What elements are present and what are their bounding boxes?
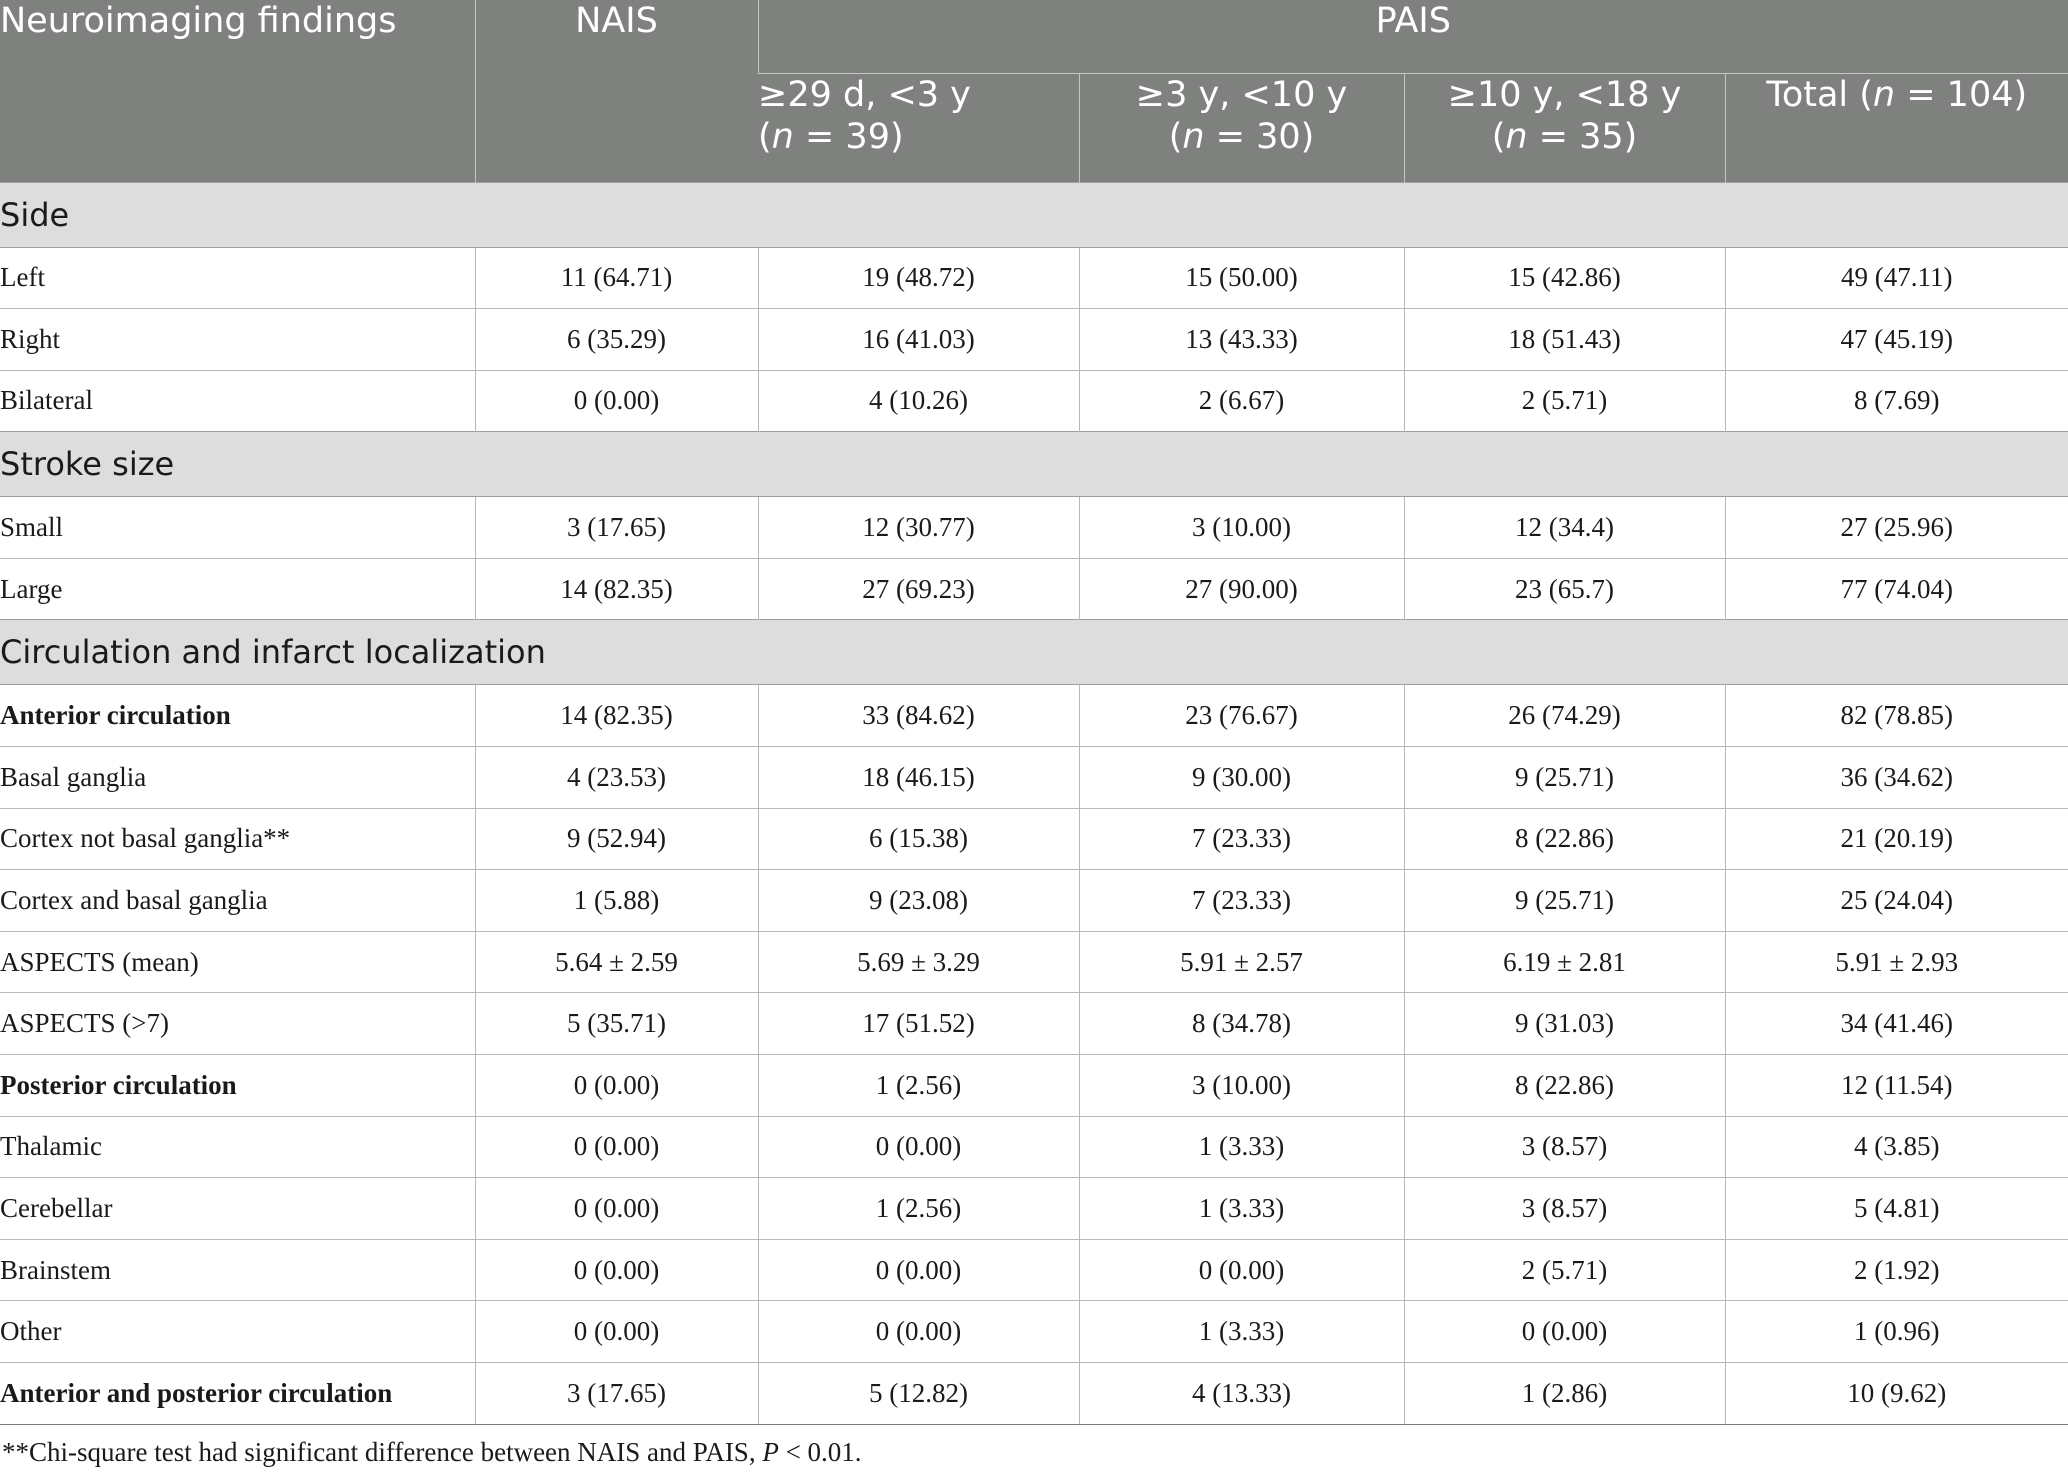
header-nais: NAIS	[475, 0, 758, 182]
cell-pais-29d-3y: 18 (46.15)	[758, 747, 1079, 809]
cell-pais-29d-3y: 1 (2.56)	[758, 1178, 1079, 1240]
cell-pais-10y-18y: 8 (22.86)	[1404, 1055, 1725, 1117]
cell-nais: 0 (0.00)	[475, 1239, 758, 1301]
footnote-p-var: P	[762, 1437, 779, 1467]
cell-pais-total: 4 (3.85)	[1725, 1116, 2068, 1178]
row-label: Right	[0, 309, 475, 371]
cell-pais-29d-3y: 0 (0.00)	[758, 1116, 1079, 1178]
cell-pais-10y-18y: 6.19 ± 2.81	[1404, 931, 1725, 993]
cell-pais-total: 8 (7.69)	[1725, 370, 2068, 432]
table-body	[0, 182, 2068, 1424]
cell-pais-10y-18y: 23 (65.7)	[1404, 558, 1725, 620]
table-row	[0, 685, 2068, 747]
cell-pais-3y-10y: 4 (13.33)	[1079, 1363, 1404, 1425]
cell-pais-10y-18y: 8 (22.86)	[1404, 808, 1725, 870]
cell-pais-10y-18y: 15 (42.86)	[1404, 247, 1725, 309]
header-neuroimaging-findings: Neuroimaging findings	[0, 0, 475, 182]
cell-nais: 3 (17.65)	[475, 497, 758, 559]
cell-pais-10y-18y: 9 (25.71)	[1404, 870, 1725, 932]
header-total-label: Total (	[1766, 74, 1873, 115]
row-label: Brainstem	[0, 1239, 475, 1301]
row-label: Cortex not basal ganglia**	[0, 808, 475, 870]
header-n-open: (	[1168, 116, 1183, 157]
cell-pais-3y-10y: 9 (30.00)	[1079, 747, 1404, 809]
cell-pais-3y-10y: 7 (23.33)	[1079, 808, 1404, 870]
cell-pais-3y-10y: 15 (50.00)	[1079, 247, 1404, 309]
table-row	[0, 870, 2068, 932]
cell-pais-3y-10y: 23 (76.67)	[1079, 685, 1404, 747]
cell-pais-3y-10y: 13 (43.33)	[1079, 309, 1404, 371]
cell-pais-total: 5.91 ± 2.93	[1725, 931, 2068, 993]
cell-pais-10y-18y: 2 (5.71)	[1404, 370, 1725, 432]
footnote-text: **Chi-square test had significant difference between NAIS and PAIS,	[2, 1437, 763, 1467]
cell-nais: 14 (82.35)	[475, 685, 758, 747]
cell-nais: 0 (0.00)	[475, 1116, 758, 1178]
table-row	[0, 747, 2068, 809]
row-label: Cortex and basal ganglia	[0, 870, 475, 932]
table-row	[0, 247, 2068, 309]
header-pais: PAIS	[758, 0, 2068, 73]
cell-pais-3y-10y: 5.91 ± 2.57	[1079, 931, 1404, 993]
cell-pais-29d-3y: 27 (69.23)	[758, 558, 1079, 620]
table-row	[0, 808, 2068, 870]
cell-pais-10y-18y: 1 (2.86)	[1404, 1363, 1725, 1425]
cell-nais: 4 (23.53)	[475, 747, 758, 809]
cell-pais-29d-3y: 1 (2.56)	[758, 1055, 1079, 1117]
cell-nais: 5 (35.71)	[475, 993, 758, 1055]
cell-pais-10y-18y: 26 (74.29)	[1404, 685, 1725, 747]
row-label: Cerebellar	[0, 1178, 475, 1240]
section-row	[0, 182, 2068, 247]
cell-pais-29d-3y: 0 (0.00)	[758, 1301, 1079, 1363]
cell-pais-10y-18y: 12 (34.4)	[1404, 497, 1725, 559]
cell-pais-29d-3y: 12 (30.77)	[758, 497, 1079, 559]
cell-pais-total: 34 (41.46)	[1725, 993, 2068, 1055]
header-age-10y-18y	[1404, 73, 1725, 182]
row-label: Bilateral	[0, 370, 475, 432]
header-age-label: ≥10 y, <18 y	[1447, 74, 1682, 115]
cell-pais-29d-3y: 9 (23.08)	[758, 870, 1079, 932]
cell-nais: 0 (0.00)	[475, 1301, 758, 1363]
cell-pais-total: 2 (1.92)	[1725, 1239, 2068, 1301]
cell-pais-total: 27 (25.96)	[1725, 497, 2068, 559]
cell-pais-10y-18y: 9 (31.03)	[1404, 993, 1725, 1055]
header-age-label: ≥3 y, <10 y	[1135, 74, 1348, 115]
cell-nais: 6 (35.29)	[475, 309, 758, 371]
cell-pais-total: 49 (47.11)	[1725, 247, 2068, 309]
table-row	[0, 1363, 2068, 1425]
header-n-open: (	[1491, 116, 1506, 157]
row-label: Thalamic	[0, 1116, 475, 1178]
cell-pais-29d-3y: 0 (0.00)	[758, 1239, 1079, 1301]
header-n-open: (	[758, 116, 772, 157]
header-n-value: = 35)	[1527, 116, 1638, 157]
cell-nais: 0 (0.00)	[475, 370, 758, 432]
table-row	[0, 993, 2068, 1055]
cell-pais-3y-10y: 1 (3.33)	[1079, 1178, 1404, 1240]
cell-pais-3y-10y: 0 (0.00)	[1079, 1239, 1404, 1301]
header-n-var: n	[1505, 116, 1528, 157]
table-row	[0, 1116, 2068, 1178]
header-age-label: ≥29 d, <3 y	[758, 74, 971, 115]
cell-pais-29d-3y: 19 (48.72)	[758, 247, 1079, 309]
table-row	[0, 558, 2068, 620]
section-title: Side	[0, 182, 2068, 247]
cell-pais-total: 5 (4.81)	[1725, 1178, 2068, 1240]
row-label: Left	[0, 247, 475, 309]
cell-pais-10y-18y: 3 (8.57)	[1404, 1178, 1725, 1240]
cell-nais: 0 (0.00)	[475, 1178, 758, 1240]
cell-pais-total: 1 (0.96)	[1725, 1301, 2068, 1363]
header-n-var: n	[771, 116, 794, 157]
table-row	[0, 497, 2068, 559]
header-n-value: = 104)	[1895, 74, 2028, 115]
cell-pais-29d-3y: 17 (51.52)	[758, 993, 1079, 1055]
cell-nais: 9 (52.94)	[475, 808, 758, 870]
section-row	[0, 432, 2068, 497]
cell-pais-10y-18y: 0 (0.00)	[1404, 1301, 1725, 1363]
row-label: Other	[0, 1301, 475, 1363]
table-row	[0, 1301, 2068, 1363]
section-row	[0, 620, 2068, 685]
header-age-3y-10y	[1079, 73, 1404, 182]
cell-pais-3y-10y: 8 (34.78)	[1079, 993, 1404, 1055]
header-n-var: n	[1182, 116, 1205, 157]
cell-pais-total: 25 (24.04)	[1725, 870, 2068, 932]
cell-nais: 3 (17.65)	[475, 1363, 758, 1425]
cell-pais-total: 21 (20.19)	[1725, 808, 2068, 870]
header-n-var: n	[1872, 74, 1896, 115]
row-label: Basal ganglia	[0, 747, 475, 809]
cell-pais-total: 36 (34.62)	[1725, 747, 2068, 809]
cell-pais-total: 12 (11.54)	[1725, 1055, 2068, 1117]
row-label: Anterior and posterior circulation	[0, 1363, 475, 1425]
table-row	[0, 309, 2068, 371]
row-label: Posterior circulation	[0, 1055, 475, 1117]
cell-nais: 11 (64.71)	[475, 247, 758, 309]
cell-pais-10y-18y: 9 (25.71)	[1404, 747, 1725, 809]
row-label: ASPECTS (>7)	[0, 993, 475, 1055]
table-row	[0, 370, 2068, 432]
header-total	[1725, 73, 2068, 182]
section-title: Stroke size	[0, 432, 2068, 497]
cell-nais: 5.64 ± 2.59	[475, 931, 758, 993]
cell-pais-29d-3y: 4 (10.26)	[758, 370, 1079, 432]
cell-pais-total: 77 (74.04)	[1725, 558, 2068, 620]
footnote	[2, 1437, 862, 1468]
row-label: ASPECTS (mean)	[0, 931, 475, 993]
cell-pais-3y-10y: 2 (6.67)	[1079, 370, 1404, 432]
table-row	[0, 1239, 2068, 1301]
cell-pais-3y-10y: 1 (3.33)	[1079, 1116, 1404, 1178]
table-row	[0, 1178, 2068, 1240]
cell-pais-10y-18y: 2 (5.71)	[1404, 1239, 1725, 1301]
cell-pais-total: 82 (78.85)	[1725, 685, 2068, 747]
cell-pais-29d-3y: 16 (41.03)	[758, 309, 1079, 371]
cell-pais-total: 10 (9.62)	[1725, 1363, 2068, 1425]
cell-nais: 0 (0.00)	[475, 1055, 758, 1117]
cell-pais-10y-18y: 3 (8.57)	[1404, 1116, 1725, 1178]
cell-pais-29d-3y: 33 (84.62)	[758, 685, 1079, 747]
cell-nais: 14 (82.35)	[475, 558, 758, 620]
footnote-p-value: < 0.01.	[778, 1437, 862, 1467]
cell-pais-3y-10y: 27 (90.00)	[1079, 558, 1404, 620]
header-row-1	[0, 0, 2068, 73]
cell-pais-29d-3y: 5 (12.82)	[758, 1363, 1079, 1425]
row-label: Anterior circulation	[0, 685, 475, 747]
row-label: Large	[0, 558, 475, 620]
cell-pais-3y-10y: 1 (3.33)	[1079, 1301, 1404, 1363]
header-age-29d-3y	[758, 73, 1079, 182]
table-row	[0, 1055, 2068, 1117]
cell-pais-3y-10y: 3 (10.00)	[1079, 1055, 1404, 1117]
row-label: Small	[0, 497, 475, 559]
header-n-value: = 39)	[793, 116, 904, 157]
cell-pais-3y-10y: 7 (23.33)	[1079, 870, 1404, 932]
cell-pais-29d-3y: 5.69 ± 3.29	[758, 931, 1079, 993]
cell-pais-total: 47 (45.19)	[1725, 309, 2068, 371]
cell-pais-3y-10y: 3 (10.00)	[1079, 497, 1404, 559]
cell-pais-10y-18y: 18 (51.43)	[1404, 309, 1725, 371]
cell-pais-29d-3y: 6 (15.38)	[758, 808, 1079, 870]
table-row	[0, 931, 2068, 993]
section-title: Circulation and infarct localization	[0, 620, 2068, 685]
cell-nais: 1 (5.88)	[475, 870, 758, 932]
header-n-value: = 30)	[1204, 116, 1315, 157]
